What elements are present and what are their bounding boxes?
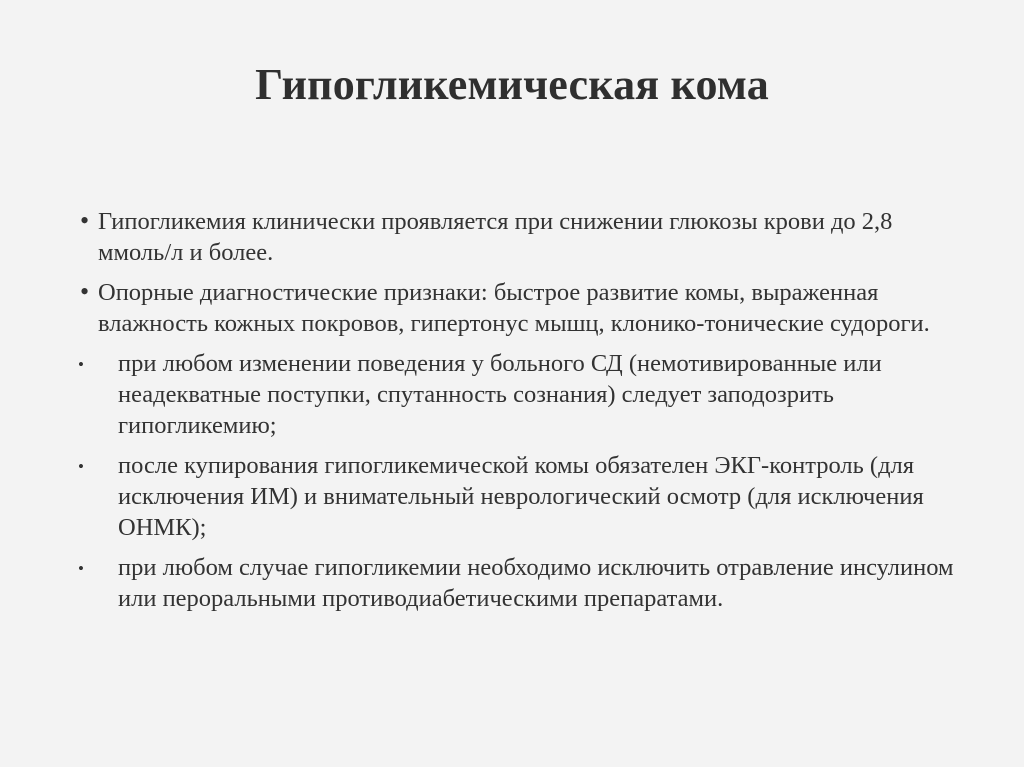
bullet-item [78, 552, 968, 614]
bullet-item [78, 450, 968, 543]
bullet-marker: • [78, 355, 84, 374]
bullet-text: Опорные диагностические признаки: быстрое развитие комы, выраженная влажность кожных покровов, гипертонус мышц, клонико-тонические судороги. [98, 279, 930, 337]
bullet-text: при любом случае гипогликемии необходимо исключить отравление инсулином или пероральными противодиабетическими препаратами. [118, 554, 954, 612]
bullet-marker: • [80, 206, 90, 235]
bullet-text: Гипогликемия клинически проявляется при снижении глюкозы крови до 2,8 ммоль/л и более. [98, 208, 893, 266]
bullet-item [78, 206, 968, 268]
bullet-item [78, 277, 968, 339]
bullet-list [78, 206, 968, 623]
bullet-text: после купирования гипогликемической комы обязателен ЭКГ-контроль (для исключения ИМ) и внимательный неврологический осмотр (для исключения ОНМК); [118, 452, 924, 541]
bullet-marker: • [80, 277, 90, 306]
bullet-marker: • [78, 457, 84, 476]
bullet-text: при любом изменении поведения у больного СД (немотивированные или неадекватные поступки, спутанность сознания) следует заподозрить гипогликемию; [118, 350, 882, 439]
bullet-item [78, 348, 968, 441]
bullet-marker: • [78, 559, 84, 578]
slide-title: Гипогликемическая кома [255, 60, 769, 109]
